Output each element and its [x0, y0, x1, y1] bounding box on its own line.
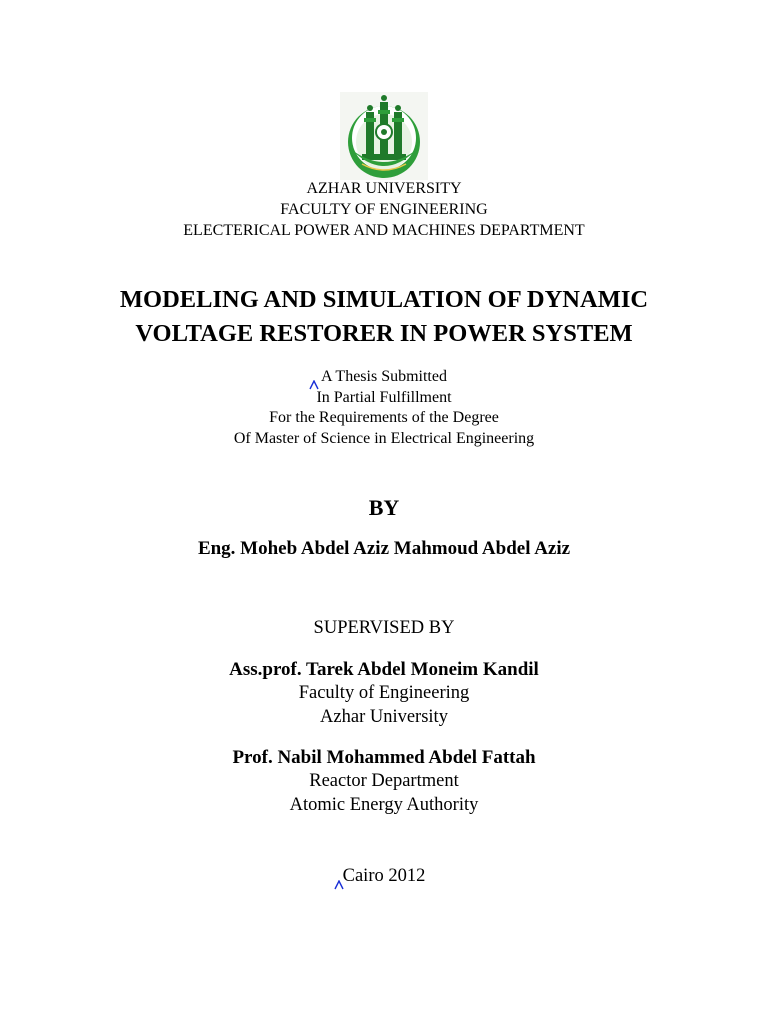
author-name: Eng. Moheb Abdel Aziz Mahmoud Abdel Aziz	[197, 538, 571, 559]
insertion-caret-icon	[334, 880, 344, 890]
university-logo	[340, 92, 428, 180]
supervisor-2-affiliation-line-2: Atomic Energy Authority	[289, 795, 479, 815]
thesis-title-line-1: MODELING AND SIMULATION OF DYNAMIC	[119, 286, 649, 313]
supervisor-2-affiliation-line-1: Reactor Department	[309, 771, 459, 791]
submission-line-1: A Thesis Submitted	[321, 368, 447, 385]
supervised-by-label: SUPERVISED BY	[313, 618, 455, 638]
submission-line-2: In Partial Fulfillment	[316, 389, 452, 406]
faculty-name: FACULTY OF ENGINEERING	[280, 201, 488, 218]
submission-line-4: Of Master of Science in Electrical Engineering	[233, 430, 535, 447]
by-label: BY	[368, 495, 400, 520]
supervisor-1-affiliation-line-1: Faculty of Engineering	[298, 683, 470, 703]
university-emblem-icon	[340, 92, 428, 180]
place-and-year: Cairo 2012	[342, 866, 426, 886]
department-name: ELECTERICAL POWER AND MACHINES DEPARTMENT	[183, 222, 585, 239]
submission-line-3: For the Requirements of the Degree	[269, 409, 499, 426]
supervisor-1-affiliation-line-2: Azhar University	[320, 707, 448, 727]
supervisor-1-name: Ass.prof. Tarek Abdel Moneim Kandil	[229, 659, 539, 680]
university-name: AZHAR UNIVERSITY	[306, 180, 462, 197]
supervisor-2-name: Prof. Nabil Mohammed Abdel Fattah	[232, 747, 536, 768]
thesis-title-line-2: VOLTAGE RESTORER IN POWER SYSTEM	[135, 320, 633, 347]
